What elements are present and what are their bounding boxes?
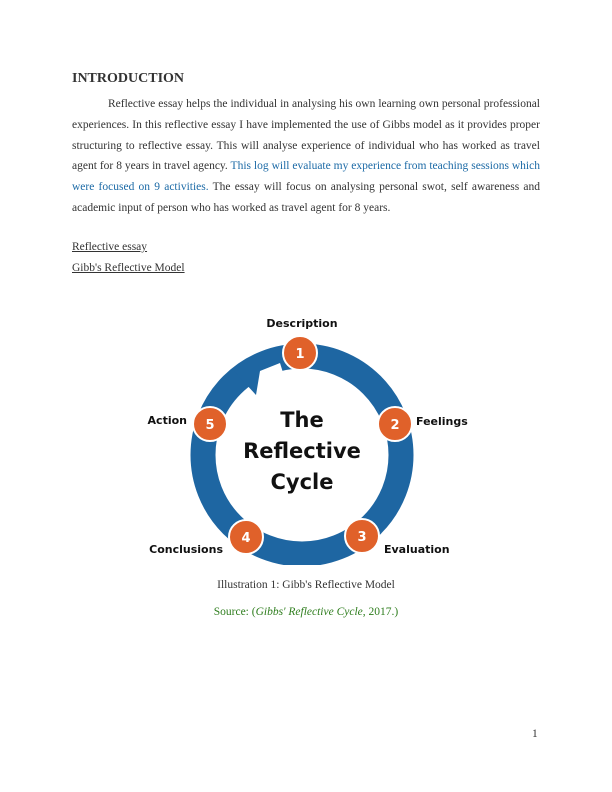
center-title-line-1: The — [280, 408, 324, 432]
center-title-line-3: Cycle — [270, 470, 334, 494]
stage-3-number: 3 — [357, 530, 367, 545]
stage-4-number: 4 — [241, 531, 251, 546]
section-heading: INTRODUCTION — [72, 71, 185, 86]
page-number: 1 — [532, 728, 538, 740]
stage-1-label: Description — [266, 317, 338, 330]
stage-5-number: 5 — [205, 418, 215, 433]
reflective-cycle-diagram — [140, 305, 470, 565]
paragraph-highlight: This log will evaluate my experience from teaching sessions which were focused on 9 activities. — [72, 160, 540, 194]
paragraph-text-1: Reflective essay helps the individual in analysing his own learning own personal professional experiences. In this reflective essay I have implemented the use of Gibbs model as it provides proper structuring to reflective essay. This will analyse experience of individual who has worked as travel agent for 8 years in travel agency. — [72, 98, 540, 173]
paragraph-text-3: The essay will focus on analysing personal swot, self awareness and academic input of person who has worked as travel agent for 8 years. — [72, 181, 540, 214]
stage-4-label: Conclusions — [149, 543, 223, 556]
stage-1-number: 1 — [295, 347, 305, 362]
stage-5-label: Action — [147, 414, 187, 427]
stage-3-label: Evaluation — [384, 543, 450, 556]
reflective-essay-link[interactable]: Reflective essay — [72, 241, 148, 253]
figure-caption: Illustration 1: Gibb's Reflective Model — [217, 579, 395, 591]
stage-2-label: Feelings — [416, 415, 468, 428]
figure-source — [0, 606, 612, 618]
gibbs-model-link[interactable]: Gibb's Reflective Model — [72, 262, 185, 274]
intro-paragraph — [72, 94, 540, 219]
source-prefix: Source: ( — [213, 606, 256, 618]
stage-2-number: 2 — [390, 418, 400, 433]
source-suffix: , 2017.) — [362, 606, 399, 618]
source-title: Gibbs' Reflective Cycle — [255, 606, 363, 618]
center-title-line-2: Reflective — [243, 439, 361, 463]
